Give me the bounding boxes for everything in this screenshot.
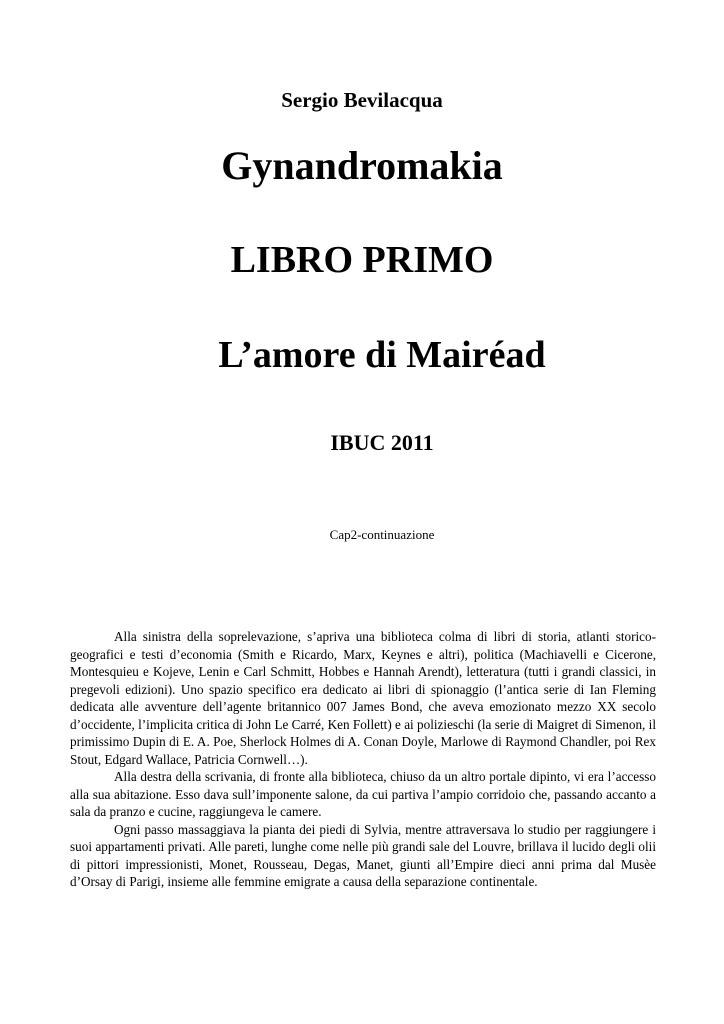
book-part: LIBRO PRIMO <box>230 239 494 281</box>
book-subtitle: L’amore di Mairéad <box>218 334 546 376</box>
book-title: Gynandromakia <box>221 143 503 188</box>
author-name: Sergio Bevilacqua <box>281 88 443 112</box>
paragraph: Ogni passo massaggiava la pianta dei piedi di Sylvia, mentre attraversava lo studio per raggiungere i suoi appartamenti privati. Alle pareti, lunghe come nelle più grandi sale del Louvre, brillava il lucido degli olii di pittori impressionisti, Monet, Rousseau, Degas, Manet, giunti all’Empire dieci anni prima dal Musèe d’Orsay di Parigi, insieme alle femmine emigrate a causa della separazione continentale. <box>70 821 656 889</box>
paragraph: Alla sinistra della soprelevazione, s’apriva una biblioteca colma di libri di storia, atlanti storico-geografici e testi d’economia (Smith e Ricardo, Marx, Keynes e altri), politica (Machiavelli e Cicerone, Montesquieu e Kojeve, Lenin e Carl Schmitt, Hobbes e Hannah Arendt), letteratura (tutti i grandi classici, in pregevoli edizioni). Uno spazio specifico era dedicato ai libri di spionaggio (l’antica serie di Ian Fleming dedicata alle avventure dell’agente britannico 007 James Bond, che aveva emozionato mezzo XX secolo d’occidente, l’implicita critica di John Le Carré, Ken Follett) e ai polizieschi (la serie di Maigret di Simenon, il primissimo Dupin di E. A. Poe, Sherlock Holmes di A. Conan Doyle, Marlowe di Raymond Chandler, poi Rex Stout, Edgard Wallace, Patricia Cornwell…). <box>70 629 656 767</box>
body-text <box>70 628 656 891</box>
chapter-label: Cap2-continuazione <box>329 527 435 542</box>
paragraph: Alla destra della scrivania, di fronte alla biblioteca, chiuso da un altro portale dipinto, vi era l’accesso alla sua abitazione. Esso dava sull’imponente salone, da cui partiva l’ampio corridoio che, passando accanto a sala da pranzo e cucine, raggiungeva le camere. <box>70 769 656 819</box>
publisher-year: IBUC 2011 <box>330 430 434 455</box>
